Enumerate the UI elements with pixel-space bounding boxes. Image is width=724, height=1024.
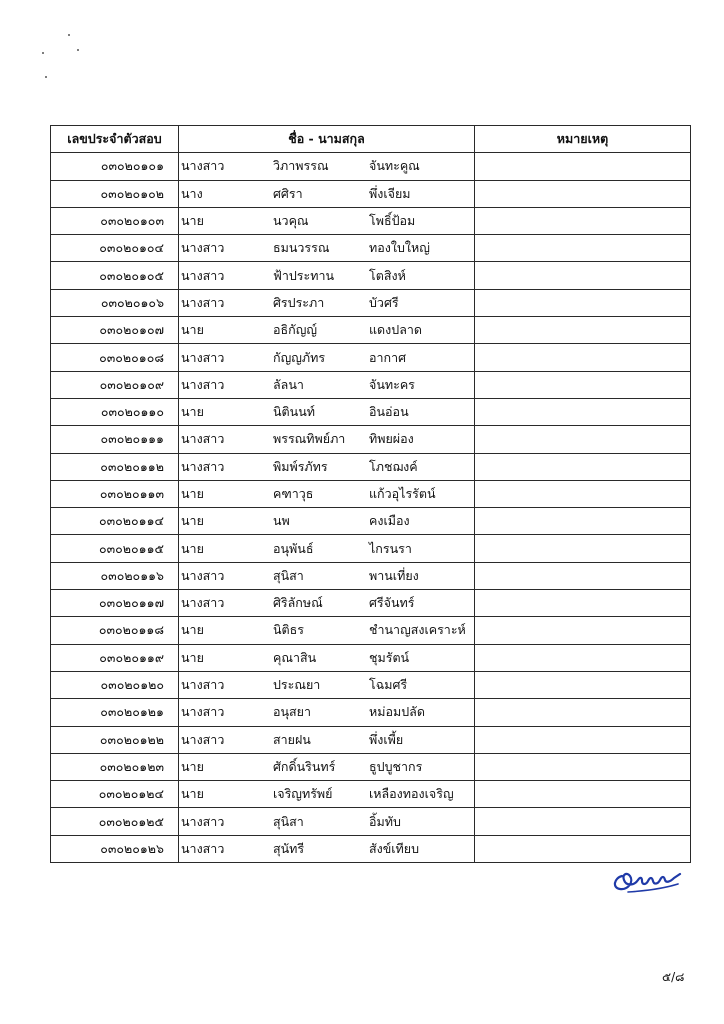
family-name: บัวศรี [369, 294, 399, 310]
name-prefix: นาย [181, 404, 204, 420]
exam-id-cell: ๐๓๐๒๐๑๐๕ [51, 262, 179, 289]
given-name: สุนิสา [273, 813, 304, 829]
exam-id-cell: ๐๓๐๒๐๑๒๑ [51, 699, 179, 726]
exam-id-cell: ๐๓๐๒๐๑๑๙ [51, 644, 179, 671]
name-prefix: นาย [181, 622, 204, 638]
full-name-cell [179, 453, 475, 480]
remark-cell [475, 289, 691, 316]
exam-id-cell: ๐๓๐๒๐๑๑๗ [51, 590, 179, 617]
table-row [51, 835, 691, 862]
remark-cell [475, 398, 691, 425]
given-name: พิมพ์รภัทร [273, 458, 328, 474]
full-name-cell [179, 180, 475, 207]
scan-speck [42, 52, 44, 54]
exam-id-cell: ๐๓๐๒๐๑๐๖ [51, 289, 179, 316]
remark-cell [475, 644, 691, 671]
table-row [51, 398, 691, 425]
table-body [51, 153, 691, 863]
name-prefix: นางสาว [181, 813, 225, 829]
given-name: กัญญภัทร [273, 349, 326, 365]
exam-id-cell: ๐๓๐๒๐๑๑๓ [51, 480, 179, 507]
full-name-cell [179, 808, 475, 835]
exam-id-cell: ๐๓๐๒๐๑๐๓ [51, 207, 179, 234]
name-prefix: นางสาว [181, 840, 225, 856]
given-name: สุนิสา [273, 567, 304, 583]
table-row [51, 808, 691, 835]
family-name: ทิพยผ่อง [369, 431, 414, 447]
family-name: อิ้มทับ [369, 813, 401, 829]
family-name: จันทะคร [369, 376, 415, 392]
table-row [51, 153, 691, 180]
given-name: วิภาพรรณ [273, 158, 329, 174]
remark-cell [475, 371, 691, 398]
table-row [51, 480, 691, 507]
name-prefix: นางสาว [181, 158, 225, 174]
table-header-row [51, 126, 691, 153]
full-name-cell [179, 671, 475, 698]
name-prefix: นางสาว [181, 431, 225, 447]
table-row [51, 453, 691, 480]
table-row [51, 371, 691, 398]
exam-id-cell: ๐๓๐๒๐๑๒๖ [51, 835, 179, 862]
full-name-cell [179, 398, 475, 425]
family-name: พานเที่ยง [369, 567, 419, 583]
given-name: นิติธร [273, 622, 305, 638]
given-name: อนุสยา [273, 704, 312, 720]
family-name: โพธิ์ป้อม [369, 213, 416, 229]
remark-cell [475, 671, 691, 698]
given-name: เจริญทรัพย์ [273, 786, 333, 802]
remark-cell [475, 180, 691, 207]
exam-id-cell: ๐๓๐๒๐๑๐๘ [51, 344, 179, 371]
remark-cell [475, 753, 691, 780]
table-row [51, 699, 691, 726]
name-prefix: นาง [181, 185, 203, 201]
exam-id-cell: ๐๓๐๒๐๑๒๔ [51, 781, 179, 808]
exam-id-cell: ๐๓๐๒๐๑๑๑ [51, 426, 179, 453]
family-name: โตสิงห์ [369, 267, 406, 283]
family-name: ธูปบูชากร [369, 758, 423, 774]
scan-speck [45, 76, 47, 78]
header-exam-id: เลขประจำตัวสอบ [51, 126, 179, 153]
exam-id-cell: ๐๓๐๒๐๑๑๔ [51, 508, 179, 535]
remark-cell [475, 262, 691, 289]
full-name-cell [179, 835, 475, 862]
table-row [51, 289, 691, 316]
family-name: โภชฌงค์ [369, 458, 418, 474]
table-row [51, 781, 691, 808]
exam-id-cell: ๐๓๐๒๐๑๑๕ [51, 535, 179, 562]
given-name: ธมนวรรณ [273, 240, 330, 256]
full-name-cell [179, 508, 475, 535]
name-prefix: นางสาว [181, 349, 225, 365]
family-name: ชุมรัตน์ [369, 649, 410, 665]
given-name: ศศิรา [273, 185, 303, 201]
exam-id-cell: ๐๓๐๒๐๑๑๘ [51, 617, 179, 644]
given-name: อนุพันธ์ [273, 540, 314, 556]
exam-id-cell: ๐๓๐๒๐๑๐๗ [51, 317, 179, 344]
remark-cell [475, 426, 691, 453]
exam-id-cell: ๐๓๐๒๐๑๒๕ [51, 808, 179, 835]
exam-id-cell: ๐๓๐๒๐๑๒๓ [51, 753, 179, 780]
name-prefix: นาย [181, 486, 204, 501]
name-prefix: นางสาว [181, 458, 225, 474]
family-name: เหลืองทองเจริญ [369, 786, 454, 802]
given-name: อธิกัญญ์ [273, 322, 318, 338]
family-name: ทองใบใหญ่ [369, 240, 430, 256]
table-row [51, 426, 691, 453]
family-name: อากาศ [369, 349, 407, 365]
exam-id-cell: ๐๓๐๒๐๑๐๑ [51, 153, 179, 180]
full-name-cell [179, 207, 475, 234]
table-row [51, 180, 691, 207]
full-name-cell [179, 753, 475, 780]
table-row [51, 562, 691, 589]
given-name: นพ [273, 513, 290, 529]
full-name-cell [179, 317, 475, 344]
name-prefix: นางสาว [181, 567, 225, 583]
name-prefix: นางสาว [181, 240, 225, 256]
family-name: ไกรนรา [369, 540, 412, 556]
remark-cell [475, 317, 691, 344]
full-name-cell [179, 344, 475, 371]
full-name-cell [179, 617, 475, 644]
family-name: ชำนาญสงเคราะห์ [369, 622, 466, 638]
table-row [51, 207, 691, 234]
remark-cell [475, 835, 691, 862]
remark-cell [475, 617, 691, 644]
full-name-cell [179, 644, 475, 671]
family-name: คงเมือง [369, 513, 410, 529]
remark-cell [475, 207, 691, 234]
given-name: ศิริลักษณ์ [273, 595, 323, 611]
table-row [51, 508, 691, 535]
table-row [51, 344, 691, 371]
full-name-cell [179, 371, 475, 398]
full-name-cell [179, 235, 475, 262]
full-name-cell [179, 726, 475, 753]
given-name: ฟ้าประทาน [273, 267, 335, 283]
full-name-cell [179, 153, 475, 180]
given-name: นวคุณ [273, 213, 309, 229]
name-prefix: นาย [181, 322, 204, 338]
given-name: ประณยา [273, 677, 321, 693]
remark-cell [475, 781, 691, 808]
name-prefix: นางสาว [181, 376, 225, 392]
full-name-cell [179, 781, 475, 808]
given-name: คุณาสิน [273, 649, 317, 665]
exam-id-cell: ๐๓๐๒๐๑๑๐ [51, 398, 179, 425]
family-name: แดงปลาด [369, 322, 423, 338]
remark-cell [475, 699, 691, 726]
name-prefix: นางสาว [181, 595, 225, 611]
exam-id-cell: ๐๓๐๒๐๑๐๔ [51, 235, 179, 262]
exam-id-cell: ๐๓๐๒๐๑๑๒ [51, 453, 179, 480]
signature-mark [608, 862, 688, 896]
remark-cell [475, 480, 691, 507]
table-row [51, 317, 691, 344]
exam-id-cell: ๐๓๐๒๐๑๒๐ [51, 671, 179, 698]
full-name-cell [179, 480, 475, 507]
name-prefix: นาย [181, 213, 204, 229]
remark-cell [475, 590, 691, 617]
exam-id-cell: ๐๓๐๒๐๑๐๙ [51, 371, 179, 398]
family-name: สังข์เทียบ [369, 840, 420, 856]
full-name-cell [179, 289, 475, 316]
table-row [51, 726, 691, 753]
exam-id-cell: ๐๓๐๒๐๑๒๒ [51, 726, 179, 753]
table-row [51, 753, 691, 780]
full-name-cell [179, 562, 475, 589]
scan-speck [68, 34, 70, 36]
table-row [51, 535, 691, 562]
table-row [51, 617, 691, 644]
name-prefix: นาย [181, 758, 204, 774]
table-row [51, 671, 691, 698]
remark-cell [475, 153, 691, 180]
given-name: ศิรประภา [273, 294, 325, 310]
remark-cell [475, 235, 691, 262]
remark-cell [475, 535, 691, 562]
full-name-cell [179, 426, 475, 453]
given-name: นิตินนท์ [273, 404, 315, 420]
family-name: อินอ่อน [369, 404, 409, 420]
given-name: ลัลนา [273, 376, 304, 392]
name-prefix: นาย [181, 513, 204, 529]
family-name: แก้วอุไรรัตน์ [369, 486, 436, 501]
remark-cell [475, 726, 691, 753]
remark-cell [475, 508, 691, 535]
name-prefix: นางสาว [181, 704, 225, 720]
exam-id-cell: ๐๓๐๒๐๑๑๖ [51, 562, 179, 589]
family-name: พึ่งเพี้ย [369, 731, 404, 747]
page-number: ๕/๘ [662, 970, 685, 984]
header-remark: หมายเหตุ [475, 126, 691, 153]
table-row [51, 235, 691, 262]
given-name: สายฝน [273, 731, 311, 747]
table-row [51, 262, 691, 289]
family-name: จันทะคูณ [369, 158, 420, 174]
exam-id-cell: ๐๓๐๒๐๑๐๒ [51, 180, 179, 207]
name-prefix: นาย [181, 786, 204, 802]
full-name-cell [179, 590, 475, 617]
remark-cell [475, 453, 691, 480]
remark-cell [475, 562, 691, 589]
name-prefix: นาย [181, 649, 204, 665]
name-prefix: นางสาว [181, 267, 225, 283]
given-name: ศักดิ์นรินทร์ [273, 758, 336, 774]
given-name: พรรณทิพย์ภา [273, 431, 346, 447]
family-name: พึ่งเจียม [369, 185, 411, 201]
given-name: คฑาวุธ [273, 486, 314, 501]
table-row [51, 644, 691, 671]
full-name-cell [179, 699, 475, 726]
family-name: ศรีจันทร์ [369, 595, 415, 611]
remark-cell [475, 344, 691, 371]
given-name: สุนัทรี [273, 840, 305, 856]
name-prefix: นางสาว [181, 294, 225, 310]
name-prefix: นางสาว [181, 731, 225, 747]
remark-cell [475, 808, 691, 835]
full-name-cell [179, 262, 475, 289]
candidate-table [50, 125, 691, 863]
family-name: หม่อมปลัด [369, 704, 425, 720]
scan-speck [77, 49, 79, 51]
table-row [51, 590, 691, 617]
full-name-cell [179, 535, 475, 562]
name-prefix: นาย [181, 540, 204, 556]
name-prefix: นางสาว [181, 677, 225, 693]
family-name: โฉมศรี [369, 677, 408, 693]
header-full-name: ชื่อ - นามสกุล [179, 126, 475, 153]
